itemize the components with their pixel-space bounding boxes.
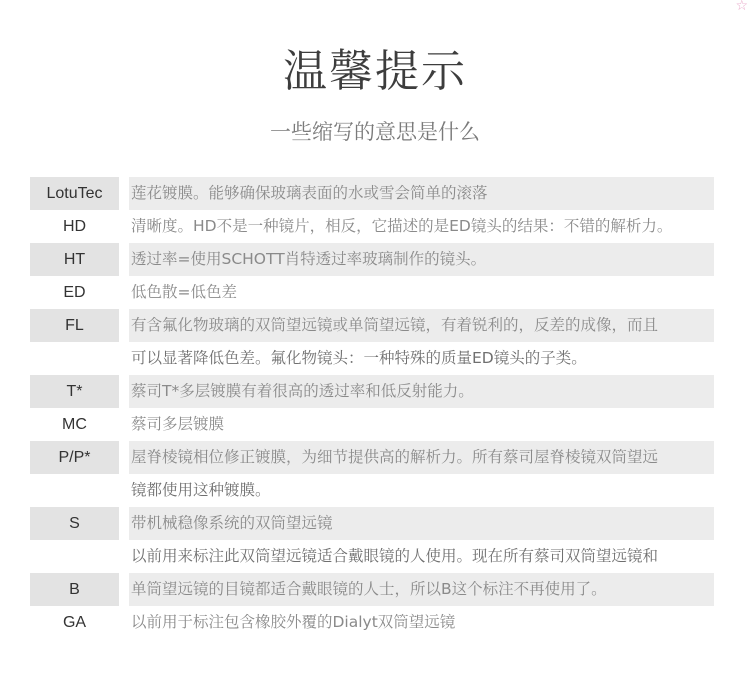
description-cell: 蔡司多层镀膜 bbox=[131, 415, 225, 433]
table-row bbox=[30, 408, 714, 441]
table-row bbox=[30, 507, 714, 540]
page-subtitle: 一些缩写的意思是什么 bbox=[270, 120, 480, 144]
table-row bbox=[30, 342, 714, 375]
table-row bbox=[30, 309, 714, 342]
page-title: 温馨提示 bbox=[283, 46, 467, 97]
abbreviation-cell bbox=[30, 540, 119, 573]
table-row bbox=[30, 243, 714, 276]
star-icon: ☆ bbox=[735, 0, 748, 14]
abbreviation-cell bbox=[30, 474, 119, 507]
abbreviation-cell: LotuTec bbox=[30, 177, 119, 210]
abbreviation-cell: P/P* bbox=[30, 441, 119, 474]
abbreviation-cell: MC bbox=[62, 416, 87, 433]
abbreviation-cell bbox=[30, 342, 119, 375]
description-cell: 带机械稳像系统的双筒望远镜 bbox=[131, 514, 333, 532]
description-cell: 屋脊棱镜相位修正镀膜，为细节提供高的解析力。所有蔡司屋脊棱镜双筒望远 bbox=[131, 448, 659, 466]
description-cell: 可以显著降低色差。氟化物镜头：一种特殊的质量ED镜头的子类。 bbox=[131, 349, 587, 367]
table-row bbox=[30, 276, 714, 309]
abbreviation-cell: GA bbox=[62, 614, 87, 631]
description-cell: 镜都使用这种镀膜。 bbox=[131, 481, 271, 499]
description-cell: 以前用来标注此双筒望远镜适合戴眼镜的人使用。现在所有蔡司双筒望远镜和 bbox=[131, 547, 659, 565]
description-cell: 低色散=低色差 bbox=[131, 283, 237, 301]
table-row bbox=[30, 474, 714, 507]
abbreviation-cell: T* bbox=[30, 375, 119, 408]
abbreviation-cell: FL bbox=[30, 309, 119, 342]
description-cell: 以前用于标注包含橡胶外覆的Dialyt双筒望远镜 bbox=[131, 613, 456, 631]
table-row bbox=[30, 375, 714, 408]
abbreviation-cell: B bbox=[30, 573, 119, 606]
description-cell: 单筒望远镜的目镜都适合戴眼镜的人士，所以B这个标注不再使用了。 bbox=[131, 580, 607, 598]
abbreviation-cell: HT bbox=[30, 243, 119, 276]
description-cell: 透过率=使用SCHOTT肖特透过率玻璃制作的镜头。 bbox=[131, 250, 487, 268]
abbreviation-table bbox=[30, 177, 714, 639]
table-row bbox=[30, 573, 714, 606]
description-cell: 有含氟化物玻璃的双筒望远镜或单筒望远镜，有着锐利的，反差的成像，而且 bbox=[131, 316, 659, 334]
table-row bbox=[30, 441, 714, 474]
description-cell: 莲花镀膜。能够确保玻璃表面的水或雪会简单的滚落 bbox=[131, 184, 488, 202]
description-cell: 清晰度。HD不是一种镜片，相反，它描述的是ED镜头的结果：不错的解析力。 bbox=[131, 217, 673, 235]
table-row bbox=[30, 177, 714, 210]
abbreviation-cell: S bbox=[30, 507, 119, 540]
abbreviation-cell: HD bbox=[62, 218, 87, 235]
table-row bbox=[30, 606, 714, 639]
abbreviation-cell: ED bbox=[63, 284, 86, 301]
table-row bbox=[30, 540, 714, 573]
table-row bbox=[30, 210, 714, 243]
description-cell: 蔡司T*多层镀膜有着很高的透过率和低反射能力。 bbox=[131, 382, 474, 400]
